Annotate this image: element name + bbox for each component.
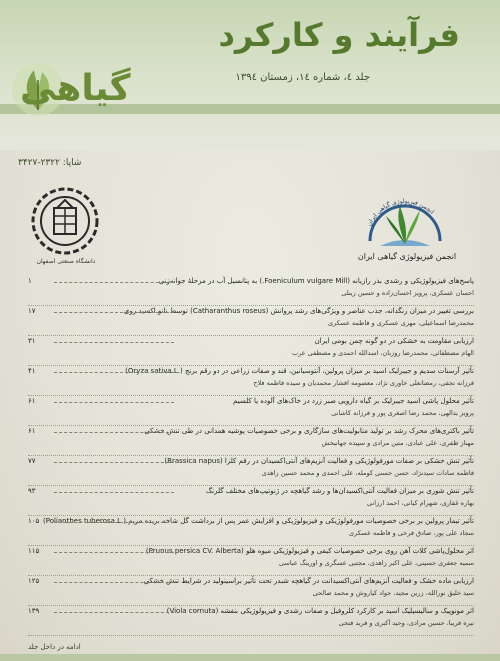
article-authors: پرویز یدالهی، محمد رضا اصغری پور و فرزانه کاشانی — [331, 409, 474, 417]
page-number: ۱۱۵ — [28, 547, 40, 555]
leader-dots — [54, 462, 174, 463]
journal-title: فرآیند و کارکرد — [218, 16, 460, 54]
leader-dots — [54, 312, 174, 313]
issue-info: جلد ٤، شماره ١٤، زمستان ١٣٩٤ — [235, 72, 370, 83]
article-title: تأثیر محلول پاشی اسید جیبرلیک بر گیاه دارویی صبر زرد در خاک‌های آلوده یا کلسیم — [233, 397, 474, 405]
article-authors: بهاره غفاری، شهرام کیانی، احمد ارزانی — [367, 499, 474, 507]
article-title: تأثیر آرسنات سدیم و جیبرلیک اسید بر میزان پرولین، آنتوسیانین، قند و صفات زراعی در دو رقم برنج (.Oryza sativa L) — [125, 367, 474, 375]
society-name: انجمن فیزیولوژی گیاهی ایران — [357, 252, 457, 261]
page-number: ۱۷ — [28, 307, 36, 315]
article-authors: مهناز ظفری، علی عبادی، متین مرادی و سپیده جهانبخش — [321, 439, 474, 447]
page-number: ۳۱ — [28, 337, 36, 345]
list-item[interactable] — [28, 516, 474, 546]
article-authors: سمیه جعفری حسینی، علی اکبر زاهدی، مجتبی عسگری و اورینگ عباسی — [278, 559, 474, 567]
article-title: تأثیر تیمار پرولین بر برخی خصوصیات مورفولوژیکی و فیزیولوژیکی و افزایش عمر پس از برداشت گل شاخه بریده مریم (.Polianthes tuberosa L) — [43, 517, 474, 525]
list-item[interactable] — [28, 606, 474, 636]
page-number: ۱۲۵ — [28, 577, 40, 585]
leader-dots — [54, 552, 174, 553]
article-authors: الهام مصطفائی، محمدرضا روزبان، اسدالله احمدی و مصطفی عرب — [292, 349, 474, 357]
list-item[interactable] — [28, 546, 474, 576]
article-title: ارزیابی مقاومت به خشکی در دو گونه چمن بومی ایران — [314, 337, 474, 345]
list-item[interactable] — [28, 276, 474, 306]
leader-dots — [54, 432, 174, 433]
list-item[interactable] — [28, 336, 474, 366]
list-item[interactable] — [28, 576, 474, 606]
leader-dots — [54, 282, 174, 283]
leader-dots — [54, 402, 174, 403]
society-ring-text: انجمن فیزیولوژی گیاهی ایران — [365, 197, 436, 228]
page-number: ۱۳۹ — [28, 607, 40, 615]
list-item[interactable] — [28, 456, 474, 486]
list-item[interactable] — [28, 306, 474, 336]
article-title: اثر مونوپیک و سالیسیلیک اسید بر کارکرد کلروفیل و صفات رشدی و فیزیولوژیکی بنفشه (Viola cornuta) — [166, 607, 474, 615]
article-authors: نیره فریبا، حسین مرادی، وحید آکبری و فرید فتحی — [338, 619, 474, 627]
society-logo-icon — [360, 196, 450, 256]
article-title: تأثیر تنش خشکی بر صفات مورفولوژیکی و فعالیت آنزیم‌های آنتی‌اکسیدان در رقم کلزا (Brassica napus) — [164, 457, 474, 465]
page-number: ۱ — [28, 277, 32, 285]
list-item[interactable] — [28, 486, 474, 516]
university-seal-icon — [30, 186, 100, 256]
leader-dots — [54, 372, 174, 373]
leader-dots — [54, 492, 174, 493]
page-number: ۴۱ — [28, 367, 36, 375]
page-number: ۶۱ — [28, 427, 36, 435]
article-title: تأثیر باکتری‌های محرک رشد بر تولید متابولیت‌های سازگاری و برخی خصوصیات پوشیه همدانی در طی تنش خشکی — [144, 427, 474, 435]
article-authors: سجاد علی پور، صادق فرخی و فاطمه عسکری — [349, 529, 474, 537]
article-authors: فاطمه سادات سیدنژاد، حسن حسنی کومله، علی احمدی و محمد حسین زاهدی — [261, 469, 474, 477]
list-item[interactable] — [28, 366, 474, 396]
continued-note: ادامه در داخل جلد — [28, 643, 81, 651]
leader-dots — [54, 612, 174, 613]
leader-dots — [54, 342, 174, 343]
leader-dots — [54, 582, 174, 583]
university-caption: دانشگاه صنعتی اصفهان — [36, 258, 96, 265]
article-authors: محمدرضا اسماعیلی، مهری عسکری و فاطمه عسکری — [327, 319, 474, 327]
page-number: ۷۷ — [28, 457, 36, 465]
article-title: پاسخ‌های فیزیولوژیکی و رشدی بذر رازیانه (Foeniculum vulgare Mill.) به پتانسیل آب در مرحلهٔ جوانه‌زنی — [158, 277, 474, 285]
list-item[interactable] — [28, 396, 474, 426]
article-authors: سید خلیق نورالله، زرین مجید، جواد کیاروش و محمد صالحی — [312, 589, 474, 597]
journal-subtitle: گیاهی — [20, 68, 131, 109]
bottom-bar — [0, 654, 500, 661]
article-authors: فرزانه نجفی، رمضانعلی خاوری نژاد، معصومه افشار محمدیان و سیده فاطمه فلاح — [253, 379, 474, 387]
page-number: ۶۱ — [28, 397, 36, 405]
article-title: اثر محلول‌پاشی کلات آهن روی برخی خصوصیات کیفی و فیزیولوژیکی میوه هلو (Prunus persica CV. Alberta) — [145, 547, 474, 555]
table-of-contents — [28, 276, 474, 638]
article-title: تأثیر تنش شوری بر میزان فعالیت آنتی‌اکسیدان‌ها و رشد گیاهچه در ژنوتیپ‌های مختلف گلرنگ — [205, 487, 474, 495]
list-item[interactable] — [28, 426, 474, 456]
article-title: ارزیابی ماده خشک و فعالیت آنزیم‌های آنتی‌اکسیدانت در گیاهچه شبدر تحت تأثیر براسینولید در شرایط تنش خشکی — [143, 577, 474, 585]
page-number: ۹۳ — [28, 487, 36, 495]
article-authors: احسان عسکری، پرویز احسان‌زاده و حسین زینلی — [341, 289, 474, 297]
leader-dots — [54, 522, 174, 523]
issn-number: شاپا: ۲۳۲۲-۳۴۲۷ — [18, 158, 82, 168]
page-number: ۱۰۵ — [28, 517, 40, 525]
article-title: بررسی تغییر در میزان رنگدانه، جذب عناصر و ویژگی‌های رشد پروانش (Catharanthus roseus) توسط نانو اکسید روی — [123, 307, 474, 315]
